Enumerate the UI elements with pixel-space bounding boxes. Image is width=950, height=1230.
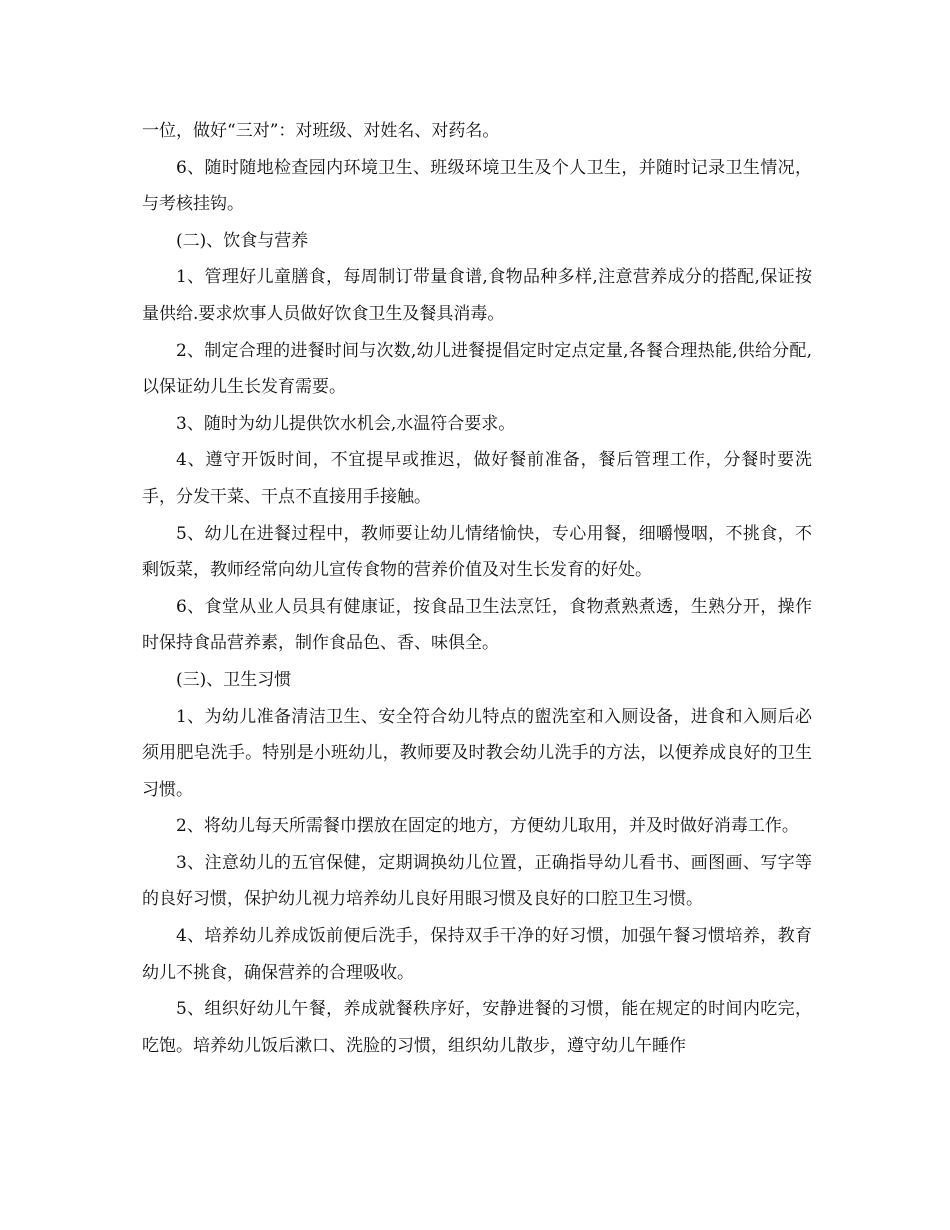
section-heading-diet-nutrition: (二)、饮食与营养: [176, 230, 309, 251]
paragraph-item-1-washrooms: 1、为幼儿准备清洁卫生、安全符合幼儿特点的盥洗室和入厕设备，进食和入厕后必须用肥皂洗手。特别是小班幼儿，教师要及时教会幼儿洗手的方法，以便养成良好的卫生习惯。: [142, 706, 812, 800]
paragraph-item-5-lunch: 5、组织好幼儿午餐，养成就餐秩序好，安静进餐的习惯，能在规定的时间内吃完，吃饱。培养幼儿饭后漱口、洗脸的习惯，组织幼儿散步，遵守幼儿午睡作: [142, 999, 812, 1056]
paragraph-item-3-eye-care: 3、注意幼儿的五官保健，定期调换幼儿位置，正确指导幼儿看书、画图画、写字等的良好习惯，保护幼儿视力培养幼儿良好用眼习惯及良好的口腔卫生习惯。: [142, 852, 812, 910]
paragraph-item-5-eating-habits: 5、幼儿在进餐过程中，教师要让幼儿情绪愉快，专心用餐，细嚼慢咽，不挑食，不剩饭菜，教师经常向幼儿宣传食物的营养价值及对生长发育的好处。: [142, 523, 812, 581]
paragraph-item-6-hygiene-check: 6、随时随地检查园内环境卫生、班级环境卫生及个人卫生，并随时记录卫生情况，与考核挂钩。: [142, 157, 812, 215]
section-heading-hygiene-habits: (三)、卫生习惯: [176, 669, 292, 690]
paragraph-item-2-napkins: 2、将幼儿每天所需餐巾摆放在固定的地方，方便幼儿取用，并及时做好消毒工作。: [176, 816, 799, 837]
paragraph-item-6-canteen-staff: 6、食堂从业人员具有健康证，按食品卫生法烹饪，食物煮熟煮透，生熟分开，操作时保持食品营养素，制作食品色、香、味俱全。: [142, 596, 812, 654]
paragraph-item-1-meals: 1、管理好儿童膳食，每周制订带量食谱,食物品种多样,注意营养成分的搭配,保证按量供给.要求炊事人员做好饮食卫生及餐具消毒。: [142, 267, 812, 324]
paragraph-item-2-meal-times: 2、制定合理的进餐时间与次数,幼儿进餐提倡定时定点定量,各餐合理热能,供给分配,以保证幼儿生长发育需要。: [142, 340, 812, 398]
paragraph-continuation: 一位，做好“三对”：对班级、对姓名、对药名。: [142, 121, 500, 141]
paragraph-item-4-meal-schedule: 4、遵守开饭时间，不宜提早或推迟，做好餐前准备，餐后管理工作，分餐时要洗手，分发干菜、干点不直接用手接触。: [142, 450, 812, 507]
paragraph-item-3-drinking-water: 3、随时为幼儿提供饮水机会,水温符合要求。: [176, 413, 516, 434]
paragraph-item-4-handwashing: 4、培养幼儿养成饭前便后洗手，保持双手干净的好习惯，加强午餐习惯培养，教育幼儿不挑食，确保营养的合理吸收。: [142, 926, 812, 983]
document-body: [142, 113, 812, 1064]
